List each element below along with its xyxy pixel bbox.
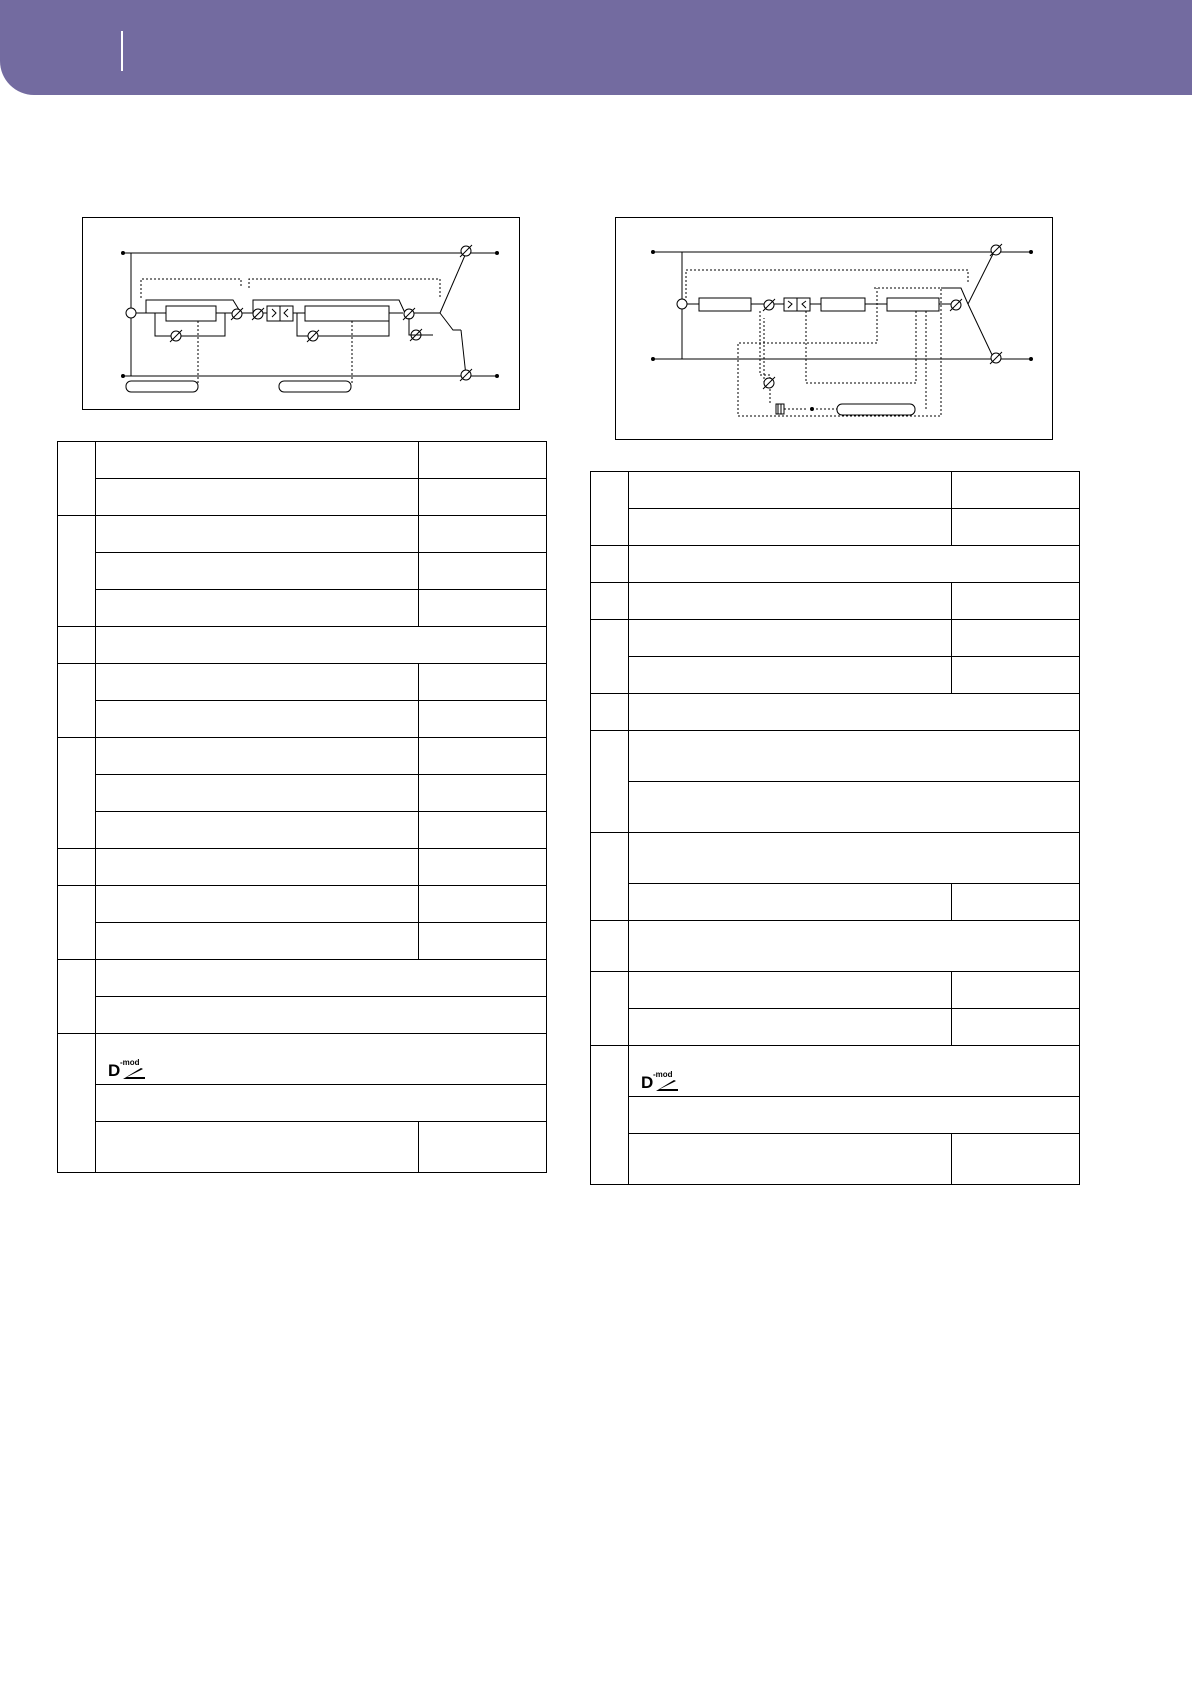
left-parameter-cell [96, 1034, 547, 1085]
left-table-row [58, 1085, 547, 1122]
left-table-row [58, 849, 547, 886]
left-group-cell [58, 516, 96, 627]
right-value-cell [952, 472, 1080, 509]
left-group-cell [58, 886, 96, 960]
left-value-cell [419, 923, 547, 960]
left-table-row [58, 516, 547, 553]
dmod-ramp-icon [654, 1079, 680, 1093]
right-group-cell [591, 921, 629, 972]
left-parameter-cell [96, 886, 419, 923]
left-parameter-cell [96, 627, 547, 664]
left-parameter-cell [96, 479, 419, 516]
dmod-superscript: -mod [653, 1069, 673, 1079]
left-table-row [58, 812, 547, 849]
right-parameter-cell [629, 472, 952, 509]
left-table-row [58, 738, 547, 775]
left-value-cell [419, 849, 547, 886]
right-table-row [591, 921, 1080, 972]
left-table-row [58, 997, 547, 1034]
left-value-cell [419, 738, 547, 775]
dmod-icon [108, 1059, 152, 1081]
right-value-cell [952, 1009, 1080, 1046]
left-parameter-cell [96, 664, 419, 701]
right-parameter-cell [629, 1009, 952, 1046]
left-group-cell [58, 960, 96, 1034]
right-group-cell [591, 546, 629, 583]
left-value-cell [419, 516, 547, 553]
left-parameter-cell [96, 590, 419, 627]
right-group-cell [591, 694, 629, 731]
left-value-cell [419, 812, 547, 849]
right-parameter-cell [629, 972, 952, 1009]
left-value-cell [419, 701, 547, 738]
left-value-cell [419, 442, 547, 479]
right-table-row [591, 583, 1080, 620]
left-value-cell [419, 479, 547, 516]
right-parameter-cell [629, 1046, 1080, 1097]
right-value-cell [952, 509, 1080, 546]
left-effect-block-diagram [82, 217, 520, 410]
right-value-cell [952, 884, 1080, 921]
left-parameter-cell [96, 553, 419, 590]
right-table-row [591, 782, 1080, 833]
page-header [0, 0, 1192, 95]
right-table-row [591, 694, 1080, 731]
right-parameter-cell [629, 694, 1080, 731]
left-value-cell [419, 1122, 547, 1173]
right-value-cell [952, 657, 1080, 694]
right-table-row [591, 833, 1080, 884]
right-value-cell [952, 620, 1080, 657]
right-table-row [591, 731, 1080, 782]
right-group-cell [591, 472, 629, 546]
right-parameter-cell [629, 782, 1080, 833]
right-value-cell [952, 972, 1080, 1009]
dmod-superscript: -mod [120, 1057, 140, 1067]
left-parameter-cell [96, 849, 419, 886]
right-table-row [591, 509, 1080, 546]
right-effect-block-diagram [615, 217, 1053, 440]
left-value-cell [419, 886, 547, 923]
left-group-cell [58, 627, 96, 664]
right-parameter-cell [629, 1097, 1080, 1134]
left-parameter-cell [96, 1122, 419, 1173]
right-parameter-cell [629, 1134, 952, 1185]
dmod-icon [641, 1071, 685, 1093]
left-value-cell [419, 775, 547, 812]
left-table-row [58, 923, 547, 960]
left-table-row [58, 886, 547, 923]
right-parameter-cell [629, 921, 1080, 972]
left-parameter-cell [96, 701, 419, 738]
left-group-cell [58, 1034, 96, 1173]
right-table-row [591, 1134, 1080, 1185]
left-table-row [58, 775, 547, 812]
right-group-cell [591, 731, 629, 833]
right-parameter-cell [629, 731, 1080, 782]
left-table-row [58, 1034, 547, 1085]
right-table-row [591, 546, 1080, 583]
right-group-cell [591, 833, 629, 921]
right-table-row [591, 620, 1080, 657]
left-parameter-cell [96, 775, 419, 812]
left-parameter-cell [96, 442, 419, 479]
right-group-cell [591, 620, 629, 694]
left-parameter-cell [96, 1085, 547, 1122]
left-table-row [58, 960, 547, 997]
left-table-row [58, 553, 547, 590]
left-group-cell [58, 442, 96, 516]
right-table-row [591, 972, 1080, 1009]
right-group-cell [591, 1046, 629, 1185]
left-table-row [58, 590, 547, 627]
left-parameter-cell [96, 516, 419, 553]
left-parameter-cell [96, 923, 419, 960]
dmod-ramp-icon [121, 1067, 147, 1081]
header-divider [121, 31, 123, 71]
right-value-cell [952, 1134, 1080, 1185]
left-value-cell [419, 590, 547, 627]
left-parameter-table [57, 441, 547, 1173]
left-parameter-cell [96, 738, 419, 775]
left-value-cell [419, 553, 547, 590]
dmod-letter: D [108, 1060, 121, 1080]
left-table-row [58, 1122, 547, 1173]
left-table-row [58, 627, 547, 664]
dmod-letter: D [641, 1072, 654, 1092]
right-diagram-svg [616, 218, 1054, 441]
right-parameter-cell [629, 833, 1080, 884]
right-table-row [591, 1046, 1080, 1097]
right-group-cell [591, 583, 629, 620]
right-parameter-cell [629, 657, 952, 694]
right-table-row [591, 657, 1080, 694]
left-parameter-cell [96, 812, 419, 849]
left-group-cell [58, 849, 96, 886]
left-diagram-svg [83, 218, 521, 411]
left-value-cell [419, 664, 547, 701]
left-parameter-cell [96, 997, 547, 1034]
left-table-row [58, 442, 547, 479]
right-parameter-cell [629, 884, 952, 921]
left-table-row [58, 664, 547, 701]
right-parameter-cell [629, 620, 952, 657]
right-value-cell [952, 583, 1080, 620]
right-parameter-cell [629, 546, 1080, 583]
right-parameter-cell [629, 583, 952, 620]
left-group-cell [58, 664, 96, 738]
left-table-row [58, 479, 547, 516]
left-table-row [58, 701, 547, 738]
right-table-row [591, 1097, 1080, 1134]
left-group-cell [58, 738, 96, 849]
right-table-row [591, 884, 1080, 921]
right-table-row [591, 1009, 1080, 1046]
right-group-cell [591, 972, 629, 1046]
right-table-row [591, 472, 1080, 509]
right-parameter-table [590, 471, 1080, 1185]
left-parameter-cell [96, 960, 547, 997]
right-parameter-cell [629, 509, 952, 546]
